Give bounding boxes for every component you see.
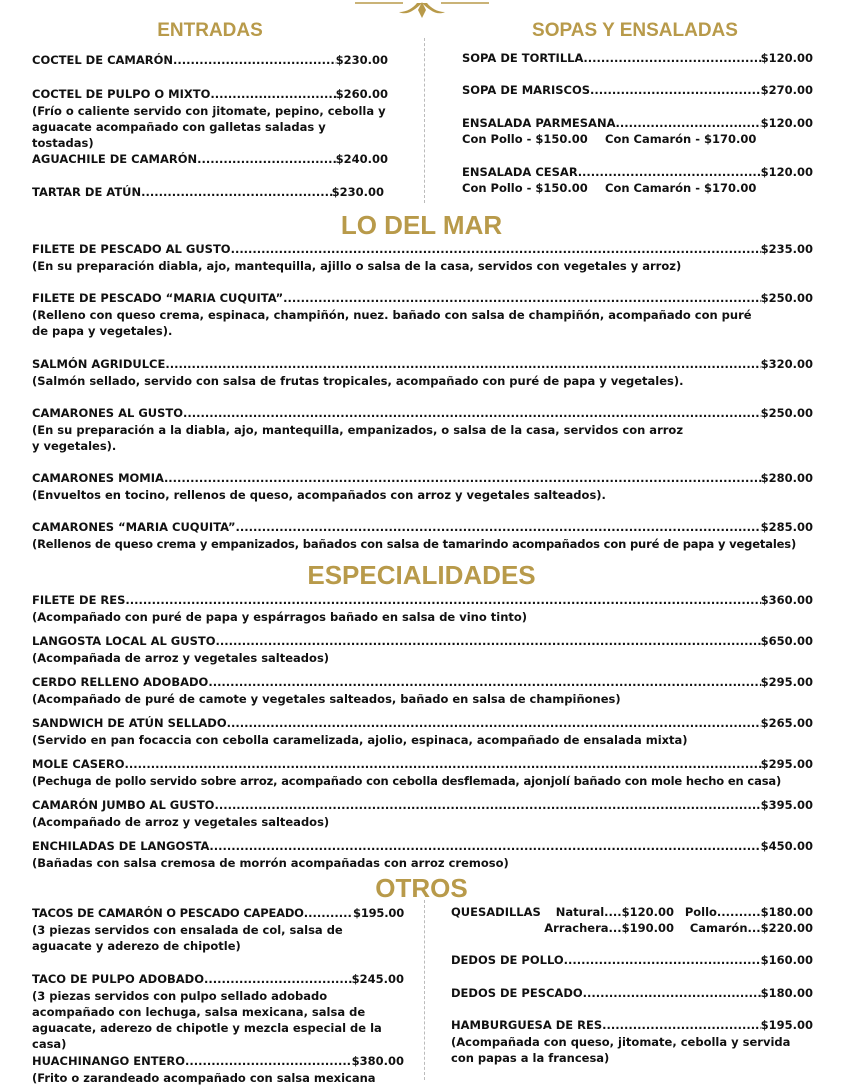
item-name: CAMARONES “MARIA CUQUITA” <box>32 520 236 534</box>
item-price: $650.00 <box>760 634 813 648</box>
menu-item <box>462 116 813 147</box>
menu-item <box>32 716 813 748</box>
top-ornament-icon <box>355 0 489 20</box>
item-name: COCTEL DE CAMARÓN <box>32 53 174 67</box>
menu-item <box>32 1054 404 1086</box>
item-name: TACO DE PULPO ADOBADO <box>32 972 204 986</box>
item-name: DEDOS DE POLLO <box>451 953 564 967</box>
item-name: CERDO RELLENO ADOBADO <box>32 675 209 689</box>
quesadilla-natural: Natural....$120.00 <box>555 905 674 919</box>
item-name: ENSALADA PARMESANA <box>462 116 616 130</box>
item-description: (Bañadas con salsa cremosa de morrón acompañadas con arroz cremoso) <box>32 856 509 870</box>
item-name: QUESADILLAS <box>451 905 541 919</box>
item-description: (Salmón sellado, servido con salsa de frutas tropicales, acompañado con puré de papa y vegetales). <box>32 374 684 388</box>
menu-item <box>32 634 813 666</box>
item-description: (Rellenos de queso crema y empanizados, bañados con salsa de tamarindo acompañados con puré de papa y vegetales) <box>32 537 797 551</box>
option-camaron: Con Camarón - $170.00 <box>605 132 757 146</box>
item-name: SOPA DE TORTILLA <box>462 51 584 65</box>
item-price: $360.00 <box>760 593 813 607</box>
menu-item <box>32 471 813 503</box>
quesadilla-arrachera: Arrachera...$190.00 <box>544 921 674 935</box>
item-name: MOLE CASERO <box>32 757 125 771</box>
item-description: (En su preparación diabla, ajo, mantequilla, ajillo o salsa de la casa, servidos con vegetales y arroz) <box>32 259 682 273</box>
section-title-otros: OTROS <box>375 873 468 903</box>
item-name: DEDOS DE PESCADO <box>451 986 583 1000</box>
option-camaron: Con Camarón - $170.00 <box>605 181 757 195</box>
item-description: (Acompañada de arroz y vegetales salteados) <box>32 651 330 665</box>
quesadillas-item <box>451 904 813 936</box>
item-name: AGUACHILE DE CAMARÓN <box>32 152 198 166</box>
menu-item <box>32 185 384 200</box>
item-name: HUACHINANGO ENTERO <box>32 1054 186 1068</box>
item-price: $195.00 <box>760 1018 813 1032</box>
menu-item <box>451 1018 813 1066</box>
item-price: $240.00 <box>335 152 388 166</box>
menu-item <box>32 406 813 454</box>
menu-item <box>32 757 813 789</box>
section-title-especialidades: ESPECIALIDADES <box>307 560 536 590</box>
item-price: $245.00 <box>351 972 404 986</box>
menu-item <box>32 242 813 274</box>
menu-item <box>451 986 813 1001</box>
column-divider <box>424 38 426 203</box>
item-description: (Pechuga de pollo servido sobre arroz, acompañado con cebolla desflemada, ajonjolí bañado con mole hecho en casa) <box>32 774 782 788</box>
item-name: CAMARONES AL GUSTO <box>32 406 183 420</box>
item-price: $280.00 <box>760 471 813 485</box>
item-price: $235.00 <box>760 242 813 256</box>
item-price: $265.00 <box>760 716 813 730</box>
menu-item <box>462 165 813 196</box>
item-price: $195.00 <box>353 906 404 920</box>
item-price: $270.00 <box>760 83 813 97</box>
column-divider <box>424 900 426 1080</box>
item-description: (Frito o zarandeado acompañado con salsa mexicana <box>32 1071 376 1085</box>
item-price: $450.00 <box>760 839 813 853</box>
menu-item <box>462 83 813 98</box>
item-name: SOPA DE MARISCOS <box>462 83 590 97</box>
item-description: (Relleno con queso crema, espinaca, champiñón, nuez. bañado con salsa de champiñón, acompañado con puré de papa y vegetales). <box>32 308 752 338</box>
menu-item <box>32 675 813 707</box>
section-title-mar: LO DEL MAR <box>340 210 503 240</box>
item-name: FILETE DE RES <box>32 593 126 607</box>
item-description: (Acompañado de puré de camote y vegetales salteados, bañado en salsa de champiñones) <box>32 692 621 706</box>
item-price: $285.00 <box>760 520 813 534</box>
quesadilla-pollo: Pollo..........$180.00 <box>684 905 813 919</box>
item-description: (Frío o caliente servido con jitomate, pepino, cebolla y aguacate acompañado con galletas saladas y tostadas) <box>32 104 386 150</box>
item-name: COCTEL DE PULPO O MIXTO <box>32 87 211 101</box>
item-name: LANGOSTA LOCAL AL GUSTO <box>32 634 216 648</box>
item-price: $160.00 <box>760 953 813 967</box>
section-title-sopas: SOPAS Y ENSALADAS <box>532 20 738 41</box>
menu-item <box>32 520 813 552</box>
item-price: $120.00 <box>760 165 813 179</box>
item-name: SANDWICH DE ATÚN SELLADO <box>32 716 227 730</box>
item-description: (Envueltos en tocino, rellenos de queso, acompañados con arroz y vegetales salteados). <box>32 488 606 502</box>
item-name: ENSALADA CESAR <box>462 165 578 179</box>
item-price: $295.00 <box>760 757 813 771</box>
section-title-entradas: ENTRADAS <box>157 20 263 41</box>
item-name: HAMBURGUESA DE RES <box>451 1018 603 1032</box>
item-description: (3 piezas servidos con pulpo sellado adobado acompañado con lechuga, salsa mexicana, salsa de aguacate, aderezo de chipotle y mezcla especial de la casa) <box>32 989 382 1051</box>
menu-item <box>32 798 813 830</box>
item-description: (Acompañada con queso, jitomate, cebolla y servida con papas a la francesa) <box>451 1035 791 1065</box>
menu-item <box>32 972 404 1052</box>
item-description: (Acompañado de arroz y vegetales salteados) <box>32 815 330 829</box>
menu-item <box>32 152 388 167</box>
menu-item <box>32 357 813 389</box>
item-name: FILETE DE PESCADO “MARIA CUQUITA” <box>32 291 284 305</box>
item-description: (Servido en pan focaccia con cebolla caramelizada, ajolio, espinaca, acompañado de ensalada mixta) <box>32 733 688 747</box>
menu-item <box>32 839 813 871</box>
item-price: $230.00 <box>331 185 384 199</box>
item-price: $260.00 <box>335 87 388 101</box>
quesadilla-camaron: Camarón...$220.00 <box>689 921 813 935</box>
menu-item <box>32 593 813 625</box>
item-name: CAMARÓN JUMBO AL GUSTO <box>32 798 215 812</box>
option-pollo: Con Pollo - $150.00 <box>462 181 588 195</box>
menu-item <box>451 953 813 968</box>
item-price: $250.00 <box>760 406 813 420</box>
option-pollo: Con Pollo - $150.00 <box>462 132 588 146</box>
item-name: TACOS DE CAMARÓN O PESCADO CAPEADO <box>32 906 304 920</box>
menu-item <box>32 87 388 151</box>
item-name: CAMARONES MOMIA <box>32 471 164 485</box>
item-price: $250.00 <box>760 291 813 305</box>
item-name: SALMÓN AGRIDULCE <box>32 357 166 371</box>
item-description: (Acompañado con puré de papa y espárragos bañado en salsa de vino tinto) <box>32 610 528 624</box>
item-price: $230.00 <box>335 53 388 67</box>
item-name: FILETE DE PESCADO AL GUSTO <box>32 242 231 256</box>
menu-item <box>32 53 388 68</box>
item-price: $120.00 <box>760 51 813 65</box>
menu-item <box>32 906 404 954</box>
menu-item <box>32 291 813 339</box>
item-price: $395.00 <box>760 798 813 812</box>
item-name: ENCHILADAS DE LANGOSTA <box>32 839 210 853</box>
item-description: (En su preparación a la diabla, ajo, mantequilla, empanizados, o salsa de la casa, servidos con arroz y vegetales). <box>32 423 684 453</box>
item-name: TARTAR DE ATÚN <box>32 185 142 199</box>
item-price: $120.00 <box>760 116 813 130</box>
item-price: $380.00 <box>351 1054 404 1068</box>
item-price: $320.00 <box>760 357 813 371</box>
item-price: $295.00 <box>760 675 813 689</box>
item-description: (3 piezas servidos con ensalada de col, salsa de aguacate y aderezo de chipotle) <box>32 923 343 953</box>
item-price: $180.00 <box>760 986 813 1000</box>
menu-item <box>462 51 813 66</box>
